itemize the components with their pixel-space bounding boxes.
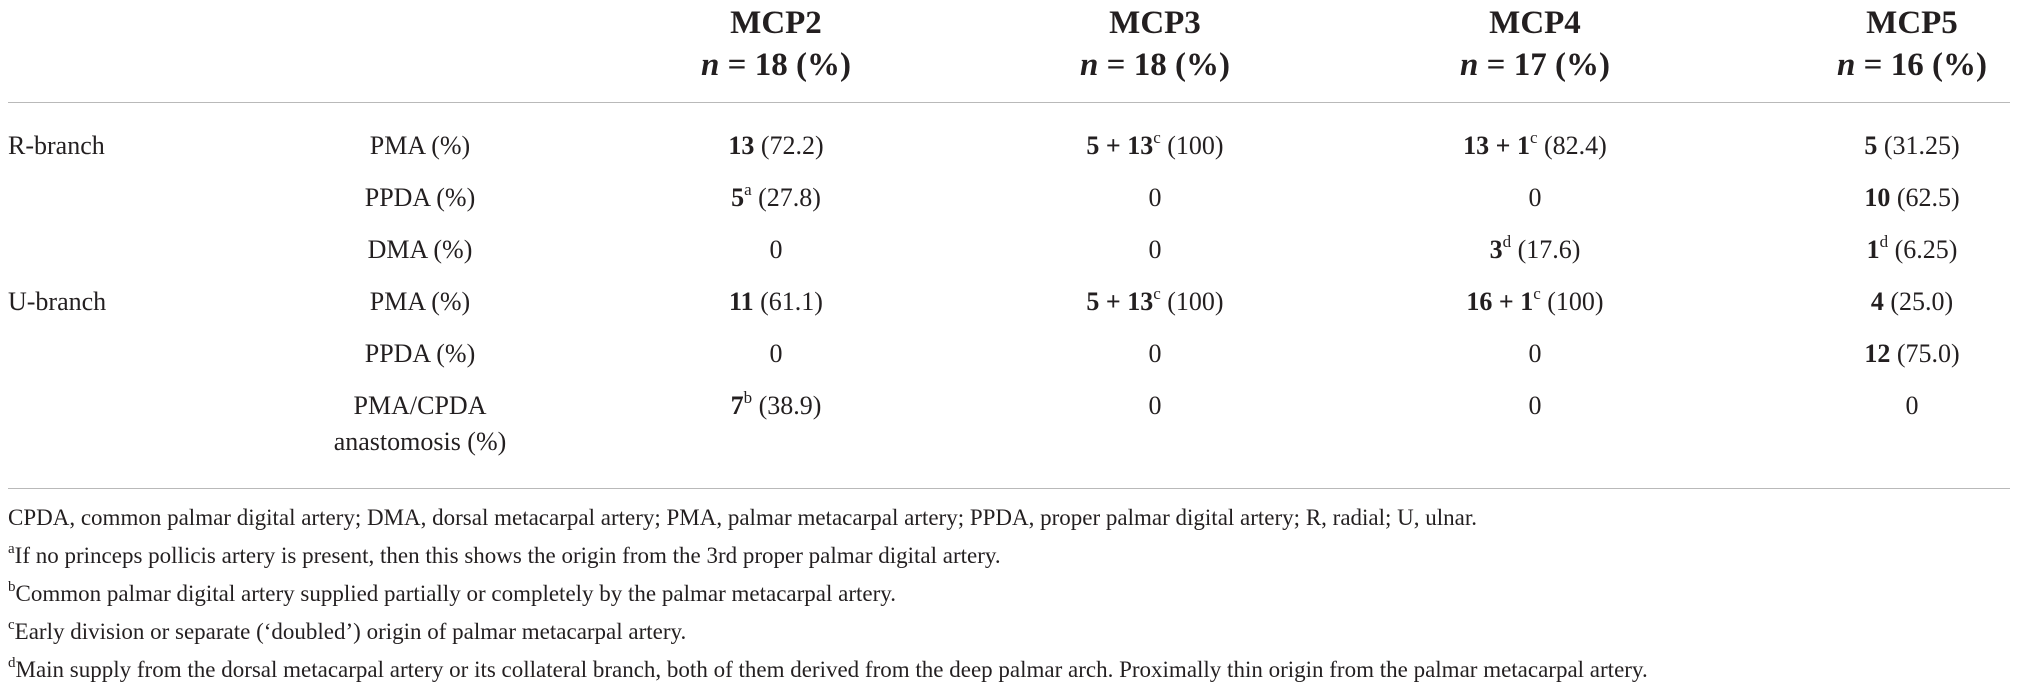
table-cell: 0 — [1148, 339, 1162, 368]
table-cell: 5 (31.25) — [1864, 131, 1960, 160]
table-cell: 4 (25.0) — [1870, 287, 1954, 316]
row-measure-label: PPDA (%) — [364, 339, 476, 368]
row-group-label: U-branch — [8, 287, 107, 316]
column-header-mcp3 — [1055, 2, 1255, 86]
column-header-mcp5 — [1812, 2, 2012, 86]
table-row — [0, 232, 2019, 287]
table-cell: 13 (72.2) — [728, 131, 824, 160]
column-title: MCP3 — [1109, 5, 1201, 41]
table-cell: $5 + 13^c$ (100) — [1086, 284, 1224, 316]
table-cell: $5 + 13^c$ (100) — [1086, 128, 1224, 160]
table-cell: 7$^b$ (38.9) — [730, 388, 822, 420]
row-measure-label: PMA (%) — [369, 287, 471, 316]
table-cell: 0 — [769, 235, 783, 264]
table-row — [0, 388, 2019, 471]
row-measure-label: PMA/CPDA anastomosis (%) — [333, 391, 507, 456]
row-measure-label: PPDA (%) — [364, 183, 476, 212]
table-cell: 0 — [1148, 391, 1162, 420]
row-measure-label: DMA (%) — [367, 235, 473, 264]
header-rule — [8, 102, 2010, 103]
table-cell: 0 — [1528, 339, 1542, 368]
column-n: n = 18 (%) — [1080, 47, 1230, 83]
table-header — [0, 0, 2019, 102]
footnote-c: $^c$Early division or separate (‘doubled’) origin of palmar metacarpal artery. — [8, 617, 687, 644]
footnote-abbreviations: CPDA, common palmar digital artery; DMA, dorsal metacarpal artery; PMA, palmar metacarpal artery; PPDA, proper palmar digital artery; R, radial; U, ulnar. — [8, 505, 1478, 530]
table-cell: 0 — [1148, 235, 1162, 264]
footnote-b: $^b$Common palmar digital artery supplied partially or completely by the palmar metacarpal artery. — [8, 579, 897, 606]
table-bottom-rule — [8, 488, 2010, 489]
column-title: MCP5 — [1866, 5, 1958, 41]
table-cell: 5$^a$ (27.8) — [731, 180, 821, 212]
table-cell: 0 — [1148, 183, 1162, 212]
table-cell: $13 + 1^c$ (82.4) — [1463, 128, 1607, 160]
table-cell: 12 (75.0) — [1864, 339, 1960, 368]
column-header-mcp2 — [676, 2, 876, 86]
table-cell: 10 (62.5) — [1864, 183, 1960, 212]
column-n: n = 17 (%) — [1460, 47, 1610, 83]
column-header-mcp4 — [1435, 2, 1635, 86]
table-cell: 0 — [1528, 391, 1542, 420]
table-row — [0, 284, 2019, 339]
table-footnotes — [8, 504, 2010, 694]
table-row — [0, 339, 2019, 391]
table-cell: 3$^d$ (17.6) — [1489, 232, 1581, 264]
row-group-label: R-branch — [8, 131, 105, 160]
table-cell: 0 — [1528, 183, 1542, 212]
column-n: n = 16 (%) — [1837, 47, 1987, 83]
footnote-a: $^a$If no princeps pollicis artery is present, then this shows the origin from the 3rd proper palmar digital artery. — [8, 541, 1001, 568]
table-cell: 11 (61.1) — [729, 287, 823, 316]
column-title: MCP2 — [730, 5, 822, 41]
column-title: MCP4 — [1489, 5, 1581, 41]
table-cell: 0 — [1905, 391, 1919, 420]
table-row — [0, 128, 2019, 183]
row-measure-label: PMA (%) — [369, 131, 471, 160]
table-cell: 1$^d$ (6.25) — [1866, 232, 1958, 264]
table-row — [0, 180, 2019, 235]
column-n: n = 18 (%) — [701, 47, 851, 83]
table-cell: 0 — [769, 339, 783, 368]
table-cell: $16 + 1^c$ (100) — [1466, 284, 1604, 316]
footnote-d: $^d$Main supply from the dorsal metacarpal artery or its collateral branch, both of them derived from the deep palmar arch. Proximally thin origin from the palmar metacarpal artery. — [8, 655, 1648, 682]
